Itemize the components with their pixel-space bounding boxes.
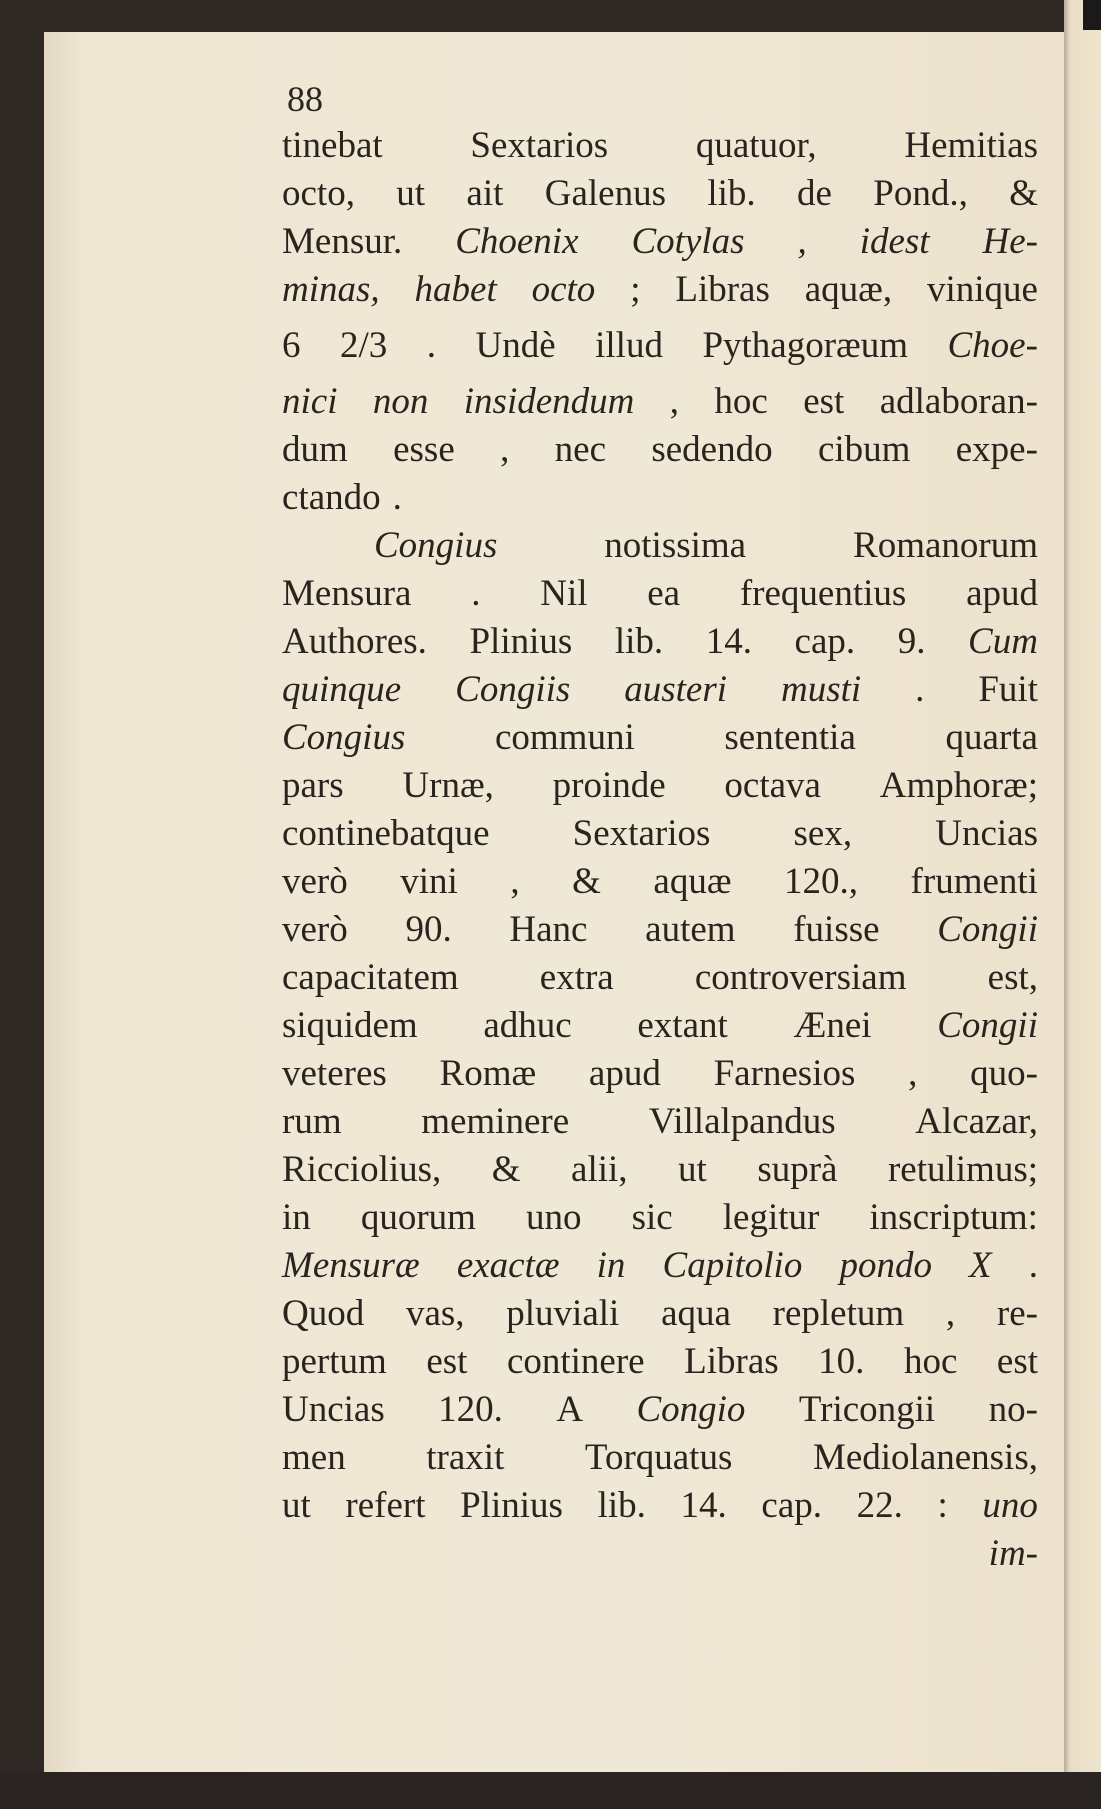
- word: extra: [539, 957, 614, 998]
- word: Alcazar,: [915, 1101, 1038, 1142]
- text-line: [282, 1338, 1038, 1386]
- word: Romanorum: [853, 525, 1038, 566]
- word: Hemitias: [904, 125, 1038, 166]
- word: Tricongii: [798, 1389, 936, 1430]
- word: X: [969, 1245, 992, 1286]
- word: re-: [996, 1293, 1038, 1334]
- word: Villalpandus: [648, 1101, 836, 1142]
- word: austeri: [624, 669, 728, 710]
- word: lib.: [707, 173, 756, 214]
- text-line: [282, 906, 1038, 954]
- word: proinde: [552, 765, 666, 806]
- word: communi: [494, 717, 635, 758]
- catchword: im-: [988, 1533, 1038, 1574]
- word: Sextarios: [470, 125, 609, 166]
- word: Congius: [374, 525, 498, 566]
- word: quinque: [282, 669, 402, 710]
- word: est: [996, 1341, 1038, 1382]
- word: ,: [500, 429, 510, 470]
- word: frequentius: [739, 573, 907, 614]
- text-line: [282, 266, 1038, 314]
- word: minas,: [282, 269, 380, 310]
- text-line: [282, 570, 1038, 618]
- word: :: [937, 1485, 948, 1526]
- word: ait: [466, 173, 504, 214]
- word: sententia: [724, 717, 856, 758]
- word: pars: [282, 765, 344, 806]
- word: Mensura: [282, 573, 412, 614]
- word: octo: [531, 269, 596, 310]
- word: Congii: [937, 909, 1038, 950]
- text-line: [282, 474, 1038, 522]
- body-text: [282, 122, 1038, 1578]
- word: 90.: [405, 909, 452, 950]
- word: ,: [908, 1053, 918, 1094]
- word: vinique: [926, 269, 1038, 310]
- page-number: 88: [287, 79, 323, 119]
- word: ut: [396, 173, 426, 214]
- word: aqua: [661, 1293, 731, 1334]
- word: siquidem: [282, 1005, 418, 1046]
- word: quorum: [360, 1197, 476, 1238]
- word: Ricciolius,: [282, 1149, 442, 1190]
- word: cibum: [817, 429, 911, 470]
- word: nici: [282, 381, 338, 422]
- word: .: [426, 325, 436, 366]
- word: 10.: [818, 1341, 865, 1382]
- text-line: [282, 1386, 1038, 1434]
- word: frumenti: [910, 861, 1038, 902]
- text-line: [282, 1482, 1038, 1530]
- word: Uncias: [282, 1389, 385, 1430]
- word: alii,: [571, 1149, 628, 1190]
- word: Farnesios: [713, 1053, 856, 1094]
- word: extant: [637, 1005, 728, 1046]
- word: 14.: [680, 1485, 727, 1526]
- text-line: [282, 954, 1038, 1002]
- word: lib.: [597, 1485, 646, 1526]
- word: sex,: [793, 813, 853, 854]
- text-line: [282, 522, 1038, 570]
- word: autem: [645, 909, 736, 950]
- word: capacitatem: [282, 957, 459, 998]
- word: aquæ: [653, 861, 732, 902]
- word: fuisse: [793, 909, 880, 950]
- word: vini: [400, 861, 458, 902]
- word: dum: [282, 429, 348, 470]
- word: Pond.,: [873, 173, 968, 214]
- word: 120.: [438, 1389, 503, 1430]
- word: octava: [724, 765, 821, 806]
- word: verò: [282, 861, 348, 902]
- scan-background: [0, 1772, 1101, 1809]
- text-line: [282, 1050, 1038, 1098]
- word: aquæ,: [804, 269, 893, 310]
- word: Choe-: [947, 325, 1038, 366]
- word: rum: [282, 1101, 342, 1142]
- catchword-line: [282, 1530, 1038, 1578]
- word: .: [392, 477, 402, 518]
- word: continere: [506, 1341, 645, 1382]
- word: Fuit: [978, 669, 1038, 710]
- text-line: [282, 714, 1038, 762]
- word: Mensuræ: [282, 1245, 420, 1286]
- text-line: [282, 218, 1038, 266]
- word: 14.: [705, 621, 752, 662]
- text-line: [282, 1146, 1038, 1194]
- text-line: [282, 170, 1038, 218]
- word: pertum: [282, 1341, 387, 1382]
- word: legitur: [722, 1197, 820, 1238]
- word: apud: [966, 573, 1038, 614]
- word: Ænei: [793, 1005, 872, 1046]
- word: veteres: [282, 1053, 387, 1094]
- word: Mensur.: [282, 221, 403, 262]
- word: Quod: [282, 1293, 365, 1334]
- word: ,: [669, 381, 680, 422]
- word: inscriptum:: [869, 1197, 1038, 1238]
- word: 120.,: [784, 861, 859, 902]
- word: .: [1028, 1245, 1038, 1286]
- word: &: [491, 1149, 521, 1190]
- text-line: [282, 666, 1038, 714]
- word: uno: [982, 1485, 1038, 1526]
- word: verò: [282, 909, 348, 950]
- word: Plinius: [460, 1485, 563, 1526]
- word: in: [596, 1245, 626, 1286]
- word: idest: [859, 221, 930, 262]
- text-line: [282, 762, 1038, 810]
- word: Capitolio: [662, 1245, 803, 1286]
- word: Congio: [636, 1389, 746, 1430]
- word: controversiam: [694, 957, 907, 998]
- word: octo,: [282, 173, 355, 214]
- word: Hanc: [509, 909, 588, 950]
- word: ea: [647, 573, 681, 614]
- word: Undè: [475, 325, 556, 366]
- word: Congii: [937, 1005, 1038, 1046]
- word: Urnæ,: [402, 765, 494, 806]
- word: in: [282, 1197, 311, 1238]
- word: ctando: [282, 477, 381, 518]
- text-line: [282, 1434, 1038, 1482]
- word: lib.: [614, 621, 664, 662]
- text-line: [282, 1098, 1038, 1146]
- word: &: [572, 861, 601, 902]
- word: Cotylas: [631, 221, 745, 262]
- word: Cum: [968, 621, 1038, 662]
- word: Plinius: [469, 621, 573, 662]
- word: adlaboran-: [879, 381, 1038, 422]
- word: ut: [678, 1149, 707, 1190]
- word: est: [803, 381, 845, 422]
- binding-corner: [1083, 0, 1101, 30]
- word: Romæ: [439, 1053, 537, 1094]
- text-line: [282, 426, 1038, 474]
- text-line: [282, 1194, 1038, 1242]
- word: vas,: [405, 1293, 465, 1334]
- text-line: [282, 858, 1038, 906]
- word: non: [372, 381, 429, 422]
- word: sic: [631, 1197, 673, 1238]
- word: hoc: [903, 1341, 958, 1382]
- text-line: [282, 810, 1038, 858]
- word: quarta: [945, 717, 1038, 758]
- word: expe-: [955, 429, 1038, 470]
- word: ,: [945, 1293, 956, 1334]
- word: quatuor,: [695, 125, 817, 166]
- word: Authores.: [282, 621, 427, 662]
- word: hoc: [714, 381, 768, 422]
- word: men: [282, 1437, 346, 1478]
- word: tinebat: [282, 125, 383, 166]
- word: pondo: [839, 1245, 932, 1286]
- word: insidendum: [463, 381, 635, 422]
- text-line: [282, 1002, 1038, 1050]
- word: no-: [988, 1389, 1038, 1430]
- word: Nil: [540, 573, 588, 614]
- word: est: [426, 1341, 468, 1382]
- word: Amphoræ;: [879, 765, 1038, 806]
- word: musti: [780, 669, 862, 710]
- word: habet: [414, 269, 497, 310]
- word: quo-: [970, 1053, 1038, 1094]
- word: exactæ: [456, 1245, 560, 1286]
- word: Choenix: [455, 221, 579, 262]
- word: continebatque: [282, 813, 490, 854]
- word: de: [797, 173, 832, 214]
- word: Uncias: [935, 813, 1038, 854]
- word: uno: [526, 1197, 582, 1238]
- word: traxit: [426, 1437, 505, 1478]
- word: Mediolanensis,: [812, 1437, 1038, 1478]
- facing-page-edge: [1064, 0, 1101, 1809]
- word: cap.: [794, 621, 856, 662]
- word: Libras: [675, 269, 770, 310]
- word: repletum: [772, 1293, 905, 1334]
- word: ;: [630, 269, 641, 310]
- word: Sextarios: [572, 813, 711, 854]
- word: 9.: [897, 621, 926, 662]
- word: illud: [595, 325, 663, 366]
- word: 2/3: [339, 325, 388, 366]
- word: est,: [987, 957, 1038, 998]
- word: &: [1009, 173, 1038, 214]
- word: A: [556, 1389, 584, 1430]
- word: .: [471, 573, 481, 614]
- word: Pythagoræum: [702, 325, 909, 366]
- word: apud: [588, 1053, 661, 1094]
- text-line: [282, 378, 1038, 426]
- word: Galenus: [544, 173, 666, 214]
- word: 6: [282, 325, 301, 366]
- word: retulimus;: [887, 1149, 1038, 1190]
- word: Libras: [684, 1341, 779, 1382]
- word: suprà: [757, 1149, 838, 1190]
- text-line: [282, 1290, 1038, 1338]
- word: ,: [797, 221, 807, 262]
- word: .: [915, 669, 925, 710]
- word: Torquatus: [584, 1437, 733, 1478]
- word: He-: [982, 221, 1038, 262]
- word: adhuc: [483, 1005, 572, 1046]
- text-line: [282, 122, 1038, 170]
- text-line: [282, 314, 1038, 378]
- word: nec: [554, 429, 607, 470]
- word: Congius: [282, 717, 406, 758]
- word: esse: [393, 429, 455, 470]
- word: ,: [510, 861, 520, 902]
- word: refert: [345, 1485, 426, 1526]
- word: cap.: [761, 1485, 822, 1526]
- word: 22.: [856, 1485, 903, 1526]
- text-line: [282, 618, 1038, 666]
- word: sedendo: [651, 429, 773, 470]
- word: notissima: [604, 525, 747, 566]
- text-line: [282, 1242, 1038, 1290]
- word: meminere: [421, 1101, 570, 1142]
- word: pluviali: [506, 1293, 620, 1334]
- word: Congiis: [455, 669, 571, 710]
- word: ut: [282, 1485, 311, 1526]
